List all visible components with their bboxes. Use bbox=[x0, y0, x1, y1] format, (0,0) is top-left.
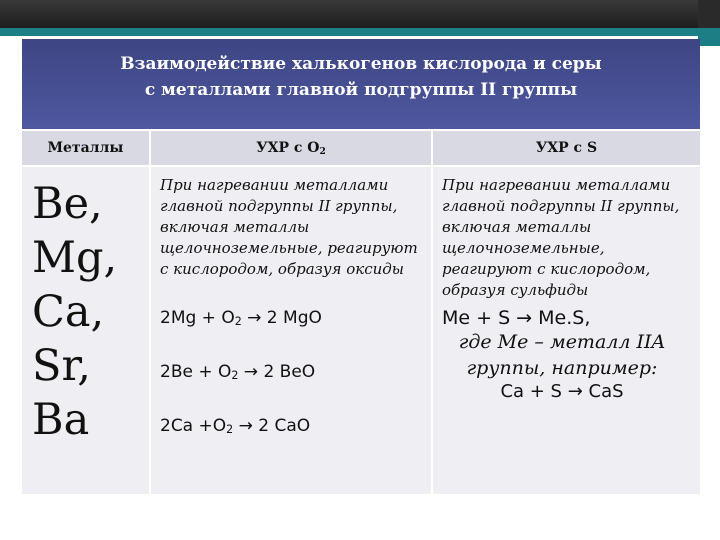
general-note: где Ме – металл IIA группы, например: bbox=[458, 331, 666, 379]
equation-be: $2Be + O_2 \to 2$ BeO bbox=[160, 362, 316, 382]
corner-decoration bbox=[698, 0, 720, 46]
metal-ca: Ca, bbox=[32, 287, 105, 337]
slide-title bbox=[22, 39, 700, 129]
o2-cell bbox=[150, 166, 432, 494]
col-header-s: УХР с S bbox=[432, 131, 700, 166]
reaction-table bbox=[22, 131, 700, 494]
equation-mg: $2Mg + O_2 \to 2$ MgO bbox=[160, 308, 322, 328]
metal-mg: Mg, bbox=[32, 233, 118, 283]
o2-description: При нагревании металлами главной подгруппы II группы, включая металлы щелочноземельные, реагируют с кислородом, образуя оксиды bbox=[160, 176, 418, 278]
equation-ca: $2Ca +O_2 \to 2$ CaO bbox=[160, 416, 311, 436]
general-equation: Me + S → Me.S, bbox=[442, 307, 591, 329]
slide-top-band bbox=[0, 0, 720, 36]
col-header-metals: Металлы bbox=[22, 131, 150, 166]
metal-be: Be, bbox=[32, 179, 103, 229]
s-description: При нагревании металлами главной подгруппы II группы, включая металлы щелочноземельные, реагируют с кислородом, образуя сульфиды bbox=[442, 176, 680, 299]
dark-band bbox=[0, 0, 720, 28]
metal-sr: Sr, bbox=[32, 341, 91, 391]
table-row bbox=[22, 166, 700, 494]
col-header-o2: УХР с $О_2$ bbox=[150, 131, 432, 166]
example-equation: Ca + S → CaS bbox=[500, 381, 624, 402]
metal-ba: Ba bbox=[32, 395, 90, 445]
teal-stripe bbox=[0, 28, 720, 36]
s-cell bbox=[432, 166, 700, 494]
title-line-2: с металлами главной подгруппы II группы bbox=[144, 80, 578, 100]
metals-cell bbox=[22, 166, 150, 494]
table-header-row bbox=[22, 131, 700, 166]
title-line-1: Взаимодействие халькогенов кислорода и серы bbox=[120, 54, 602, 74]
